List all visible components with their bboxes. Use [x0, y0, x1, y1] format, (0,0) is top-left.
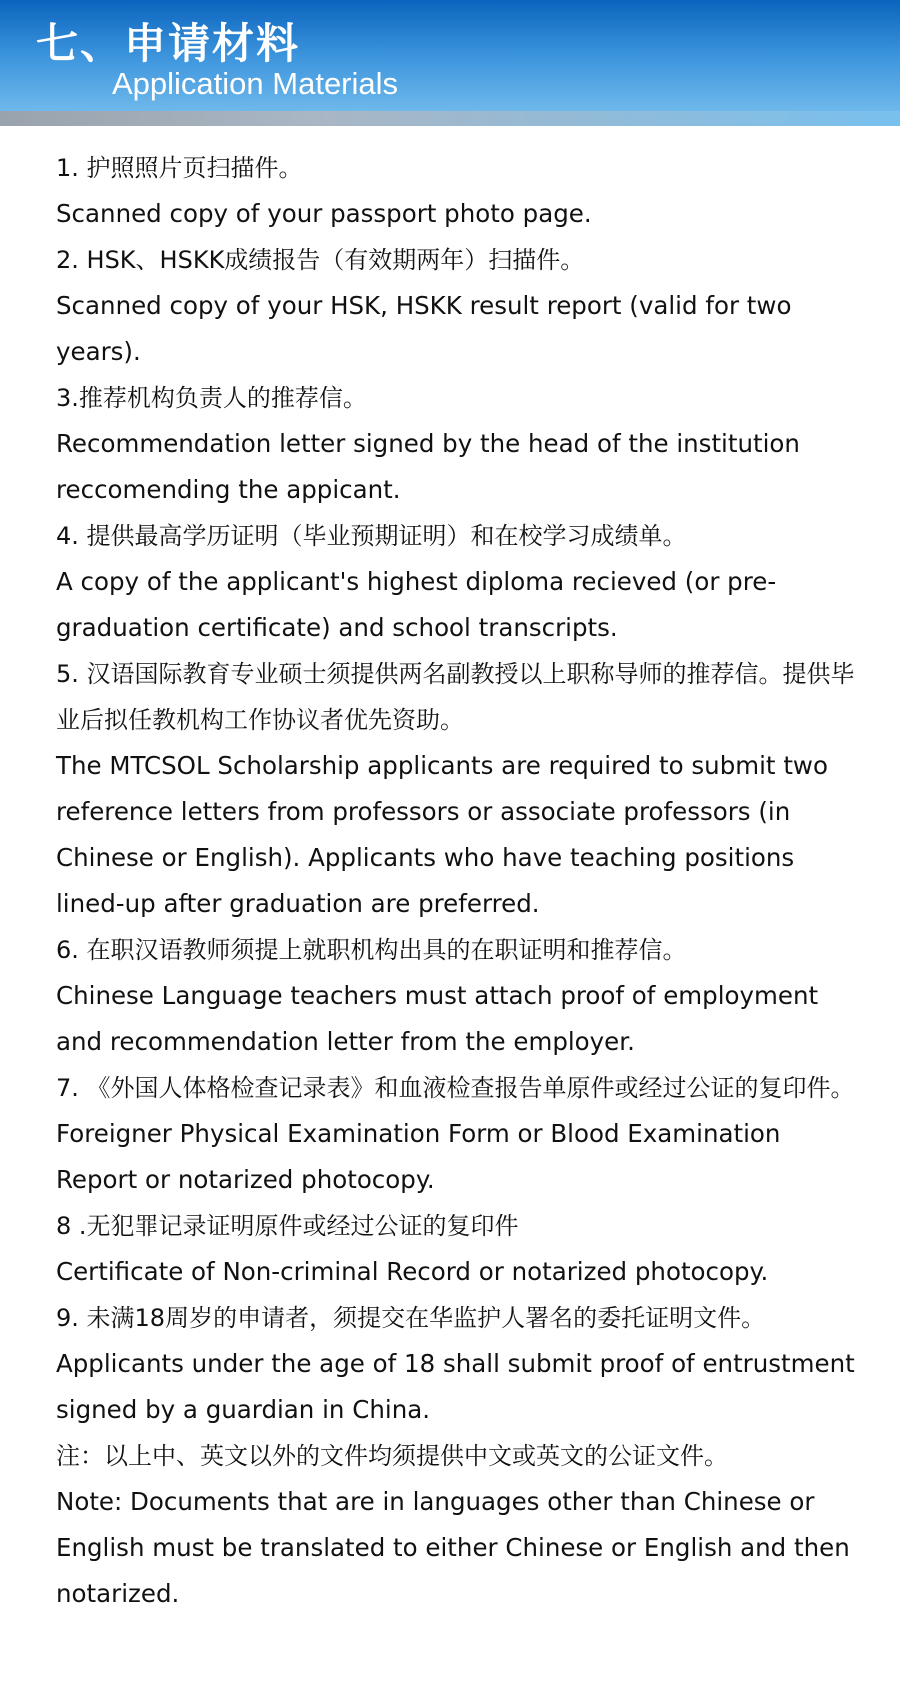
- material-line: 1. 护照照片页扫描件。: [56, 154, 303, 182]
- material-line: Scanned copy of your passport photo page.: [56, 199, 592, 228]
- header-bottom-bar: [0, 111, 900, 126]
- material-line: 注：以上中、英文以外的文件均须提供中文或英文的公证文件。: [56, 1442, 728, 1470]
- material-line: A copy of the applicant's highest diploma recieved (or pre-graduation certificate) and school transcripts.: [56, 567, 777, 642]
- material-line: 5. 汉语国际教育专业硕士须提供两名副教授以上职称导师的推荐信。提供毕业后拟任教机构工作协议者优先资助。: [56, 660, 855, 734]
- material-line: Certificate of Non-criminal Record or notarized photocopy.: [56, 1257, 769, 1286]
- section-title-english: Application Materials: [112, 66, 399, 101]
- material-line: The MTCSOL Scholarship applicants are required to submit two reference letters from professors or associate professors (in Chinese or English). Applicants who have teaching positions lined-up after graduation are preferred.: [56, 751, 828, 918]
- material-line: Foreigner Physical Examination Form or Blood Examination Report or notarized photocopy.: [56, 1119, 781, 1194]
- section-title-chinese: 七、申请材料: [36, 19, 301, 68]
- material-line: 8 .无犯罪记录证明原件或经过公证的复印件: [56, 1212, 519, 1240]
- material-line: Chinese Language teachers must attach proof of employment and recommendation letter from the employer.: [56, 981, 819, 1056]
- material-line: Recommendation letter signed by the head of the institution reccomending the appicant.: [56, 429, 800, 504]
- material-line: Scanned copy of your HSK, HSKK result report (valid for two years).: [56, 291, 792, 366]
- material-line: 7. 《外国人体格检查记录表》和血液检查报告单原件或经过公证的复印件。: [56, 1074, 855, 1102]
- material-line: Note: Documents that are in languages other than Chinese or English must be translated to either Chinese or English and then notarized.: [56, 1487, 850, 1608]
- material-line: 2. HSK、HSKK成绩报告（有效期两年）扫描件。: [56, 246, 585, 274]
- material-line: 3.推荐机构负责人的推荐信。: [56, 384, 367, 412]
- material-line: 9. 未满18周岁的申请者，须提交在华监护人署名的委托证明文件。: [56, 1304, 766, 1332]
- materials-list: [56, 145, 856, 1617]
- section-header: [0, 0, 900, 126]
- material-line: 4. 提供最高学历证明（毕业预期证明）和在校学习成绩单。: [56, 522, 687, 550]
- material-line: 6. 在职汉语教师须提上就职机构出具的在职证明和推荐信。: [56, 936, 687, 964]
- material-line: Applicants under the age of 18 shall submit proof of entrustment signed by a guardian in China.: [56, 1349, 855, 1424]
